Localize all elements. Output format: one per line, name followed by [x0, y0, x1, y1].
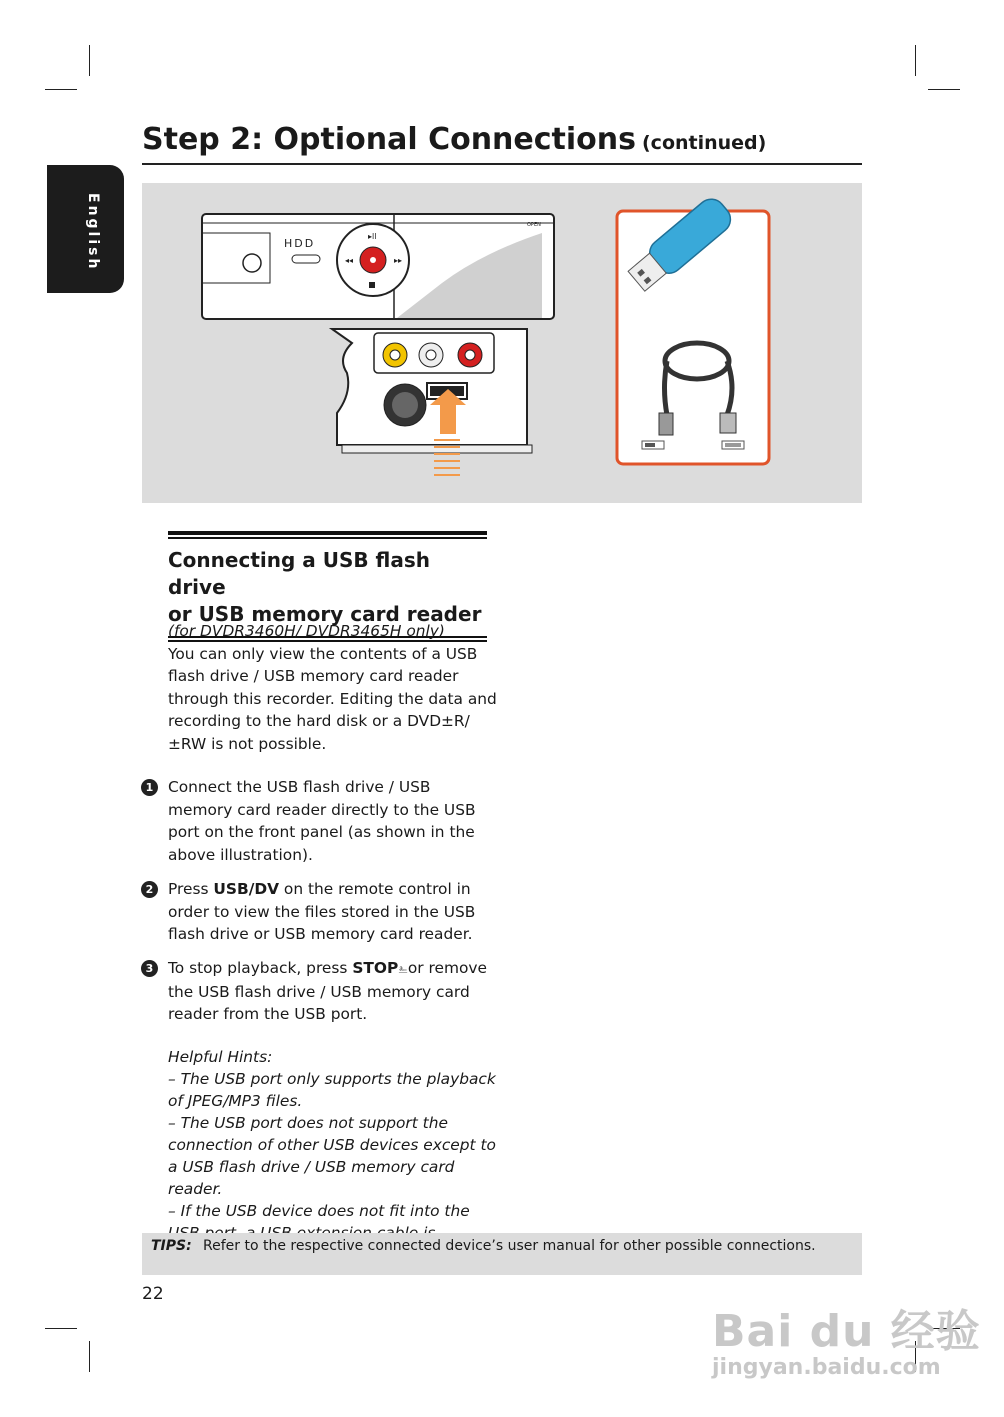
watermark-logo: Bai du 经验: [712, 1306, 981, 1357]
tips-label: TIPS:: [151, 1238, 192, 1254]
step-text: [168, 878, 491, 946]
hint-item: – The USB port does not support the connection of other USB devices except to a USB flash drive / USB memory card reader.: [168, 1114, 496, 1198]
hint-item: – The USB port only supports the playback of JPEG/MP3 files.: [168, 1070, 496, 1110]
crop-mark: [45, 89, 77, 90]
stop-icon: ⎁: [398, 962, 408, 976]
tips-text: Refer to the respective connected device’s user manual for other possible connections.: [203, 1238, 816, 1254]
svg-text:▸ll: ▸ll: [368, 232, 377, 241]
usb-dv-key: USB/DV: [213, 880, 280, 898]
step-post: or remove the USB flash drive / USB memory card reader from the USB port.: [168, 959, 487, 1023]
title-suffix: (continued): [642, 132, 767, 154]
language-label: English: [85, 193, 101, 272]
step-number: 3: [141, 960, 158, 977]
watermark: [712, 1295, 981, 1380]
usb-accessories: [617, 194, 769, 464]
heading-line2: or USB memory card reader: [168, 602, 482, 626]
watermark-url: jingyan.baidu.com: [712, 1355, 941, 1380]
language-tab: [47, 165, 124, 293]
tips-bar: [142, 1233, 862, 1275]
title-text: Step 2: Optional Connections: [142, 122, 636, 157]
model-note: (for DVDR3460H/ DVDR3465H only): [168, 622, 445, 640]
svg-text:▸▸: ▸▸: [394, 256, 403, 265]
page-title: [142, 122, 766, 157]
step-text: [168, 957, 491, 1026]
connection-illustration: [142, 183, 862, 503]
crop-mark: [928, 89, 960, 90]
crop-mark: [89, 45, 90, 76]
stop-key: STOP: [352, 959, 399, 977]
step-2: [141, 878, 491, 946]
illustration-svg: [142, 183, 862, 503]
step-pre: To stop playback, press: [168, 959, 353, 977]
step-pre: Press: [168, 880, 214, 898]
step-1: [141, 776, 491, 866]
step-post: on the remote control in order to view the files stored in the USB flash drive or USB memory card reader.: [168, 880, 476, 943]
intro-block: [168, 620, 498, 755]
crop-mark: [915, 45, 916, 76]
svg-text:HDD: HDD: [284, 237, 316, 250]
open-label: OPEN: [527, 222, 541, 228]
recorder-front-panel: [202, 214, 554, 453]
svg-text:◂◂: ◂◂: [345, 256, 354, 265]
crop-mark: [45, 1328, 77, 1329]
page-number: 22: [142, 1284, 164, 1304]
step-number: 1: [141, 779, 158, 796]
step-number: 2: [141, 881, 158, 898]
hint-item: – If the USB device does not fit into the: [168, 1202, 470, 1220]
step-text: Connect the USB flash drive / USB memory card reader directly to the USB port on the front panel (as shown in the above illustration).: [168, 778, 476, 864]
step-3: [141, 957, 491, 1026]
section-heading: [168, 547, 487, 628]
heading-line1: Connecting a USB flash drive: [168, 548, 431, 599]
heading-rule-top: [168, 531, 487, 537]
hints-title: Helpful Hints:: [168, 1048, 273, 1066]
title-rule: [142, 163, 862, 165]
intro-paragraph: You can only view the contents of a USB flash drive / USB memory card reader through this recorder. Editing the data and recording to the hard disk or a DVD±R/±RW is not possible.: [168, 644, 497, 753]
crop-mark: [89, 1341, 90, 1372]
